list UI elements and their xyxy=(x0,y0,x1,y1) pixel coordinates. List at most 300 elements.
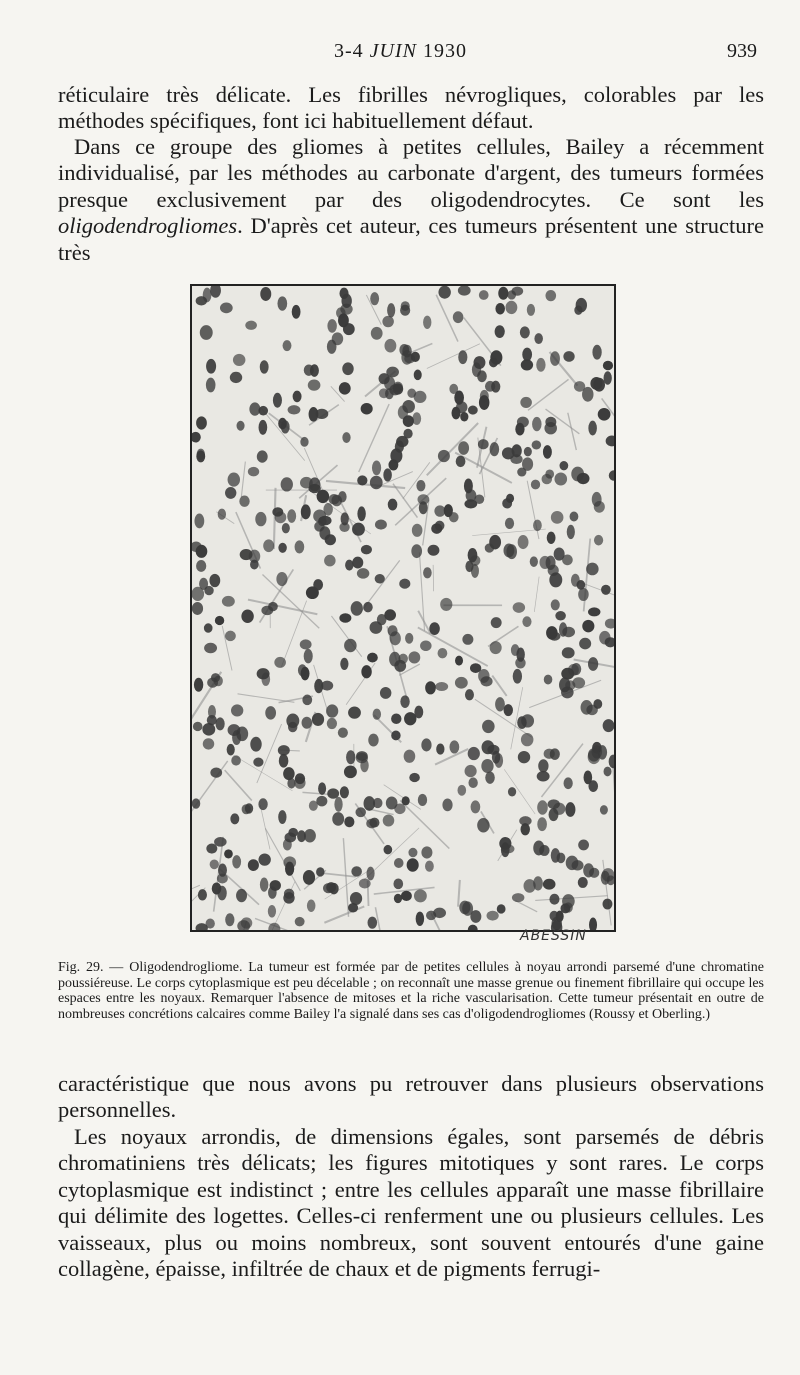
cell-nucleus xyxy=(324,555,335,567)
cell-nucleus xyxy=(394,858,404,868)
cell-nucleus xyxy=(309,407,319,422)
cell-nucleus xyxy=(455,677,468,689)
cell-nucleus xyxy=(261,606,273,615)
cell-nucleus xyxy=(505,518,514,529)
cell-nucleus xyxy=(512,444,522,457)
cell-nucleus xyxy=(495,303,505,314)
cell-nucleus xyxy=(537,771,550,781)
cell-nucleus xyxy=(504,543,515,557)
cell-nucleus xyxy=(409,651,421,663)
cell-nucleus xyxy=(204,623,213,632)
cell-nucleus xyxy=(588,750,600,764)
cell-nucleus xyxy=(326,704,338,717)
cell-nucleus xyxy=(383,468,392,481)
cell-nucleus xyxy=(332,812,344,826)
cell-nucleus xyxy=(504,704,513,716)
cell-nucleus xyxy=(566,856,579,870)
cell-nucleus xyxy=(408,848,417,857)
cell-nucleus xyxy=(515,657,525,668)
cell-nucleus xyxy=(533,520,542,532)
cell-nucleus xyxy=(278,543,286,553)
cell-nucleus xyxy=(435,521,445,531)
paragraph-2-start: Dans ce groupe des gliomes à petites cellules, Bailey a récemment individualisé, par les méthodes au carbonate d'argent, des tumeurs formées presque exclusivement par des oligodendrocytes. Ce sont les xyxy=(58,134,764,212)
cell-nucleus xyxy=(456,456,466,467)
cell-nucleus xyxy=(586,563,599,576)
cell-nucleus xyxy=(348,903,358,912)
cell-nucleus xyxy=(543,879,556,890)
cell-nucleus xyxy=(285,832,297,842)
cell-nucleus xyxy=(352,557,363,569)
cell-nucleus xyxy=(524,879,536,893)
cell-nucleus xyxy=(225,913,234,926)
histology-illustration xyxy=(190,284,616,932)
cell-nucleus xyxy=(409,773,420,782)
cell-nucleus xyxy=(462,901,473,916)
cell-nucleus xyxy=(532,417,541,431)
cell-nucleus xyxy=(355,807,365,817)
cell-nucleus xyxy=(241,917,252,928)
cell-nucleus xyxy=(327,788,339,798)
cell-nucleus xyxy=(215,616,224,625)
cell-nucleus xyxy=(268,905,276,918)
cell-nucleus xyxy=(530,556,538,567)
cell-nucleus xyxy=(468,777,477,788)
cell-nucleus xyxy=(407,388,416,397)
cell-nucleus xyxy=(551,599,560,610)
cell-nucleus xyxy=(522,457,533,471)
cell-nucleus xyxy=(352,523,365,536)
cell-nucleus xyxy=(520,326,530,338)
cell-nucleus xyxy=(318,782,326,794)
cell-nucleus xyxy=(407,858,419,871)
cell-nucleus xyxy=(230,372,242,383)
cell-nucleus xyxy=(560,461,569,470)
cell-nucleus xyxy=(436,743,444,754)
cell-nucleus xyxy=(465,765,477,777)
cell-nucleus xyxy=(490,442,500,456)
cell-nucleus xyxy=(402,796,410,805)
oligodendroglioma-drawing xyxy=(192,286,614,930)
cell-nucleus xyxy=(578,877,588,888)
paragraph-4: Les noyaux arrondis, de dimensions égales, sont parsemés de débris chromatiniens très délicats; les figures mitotiques y sont rares. Le corps cytoplasmique est indistinct ; entre les cellules apparaît une masse fibrillaire qui délimite des logettes. Celles-ci renferment une ou plusieurs cellules. Les vaisseaux, plus ou moins nombreux, sont souvent entourés d'une gaine collagène, épaisse, infiltrée de chaux et de pigments ferrugi- xyxy=(58,1124,764,1282)
cell-nucleus xyxy=(603,719,614,732)
cell-nucleus xyxy=(216,717,225,730)
cell-nucleus xyxy=(233,354,246,366)
cell-nucleus xyxy=(288,405,301,414)
cell-nucleus xyxy=(371,327,383,340)
cell-nucleus xyxy=(338,727,348,737)
running-head-prefix: 3-4 xyxy=(334,40,370,62)
cell-nucleus xyxy=(456,401,467,413)
cell-nucleus xyxy=(576,580,585,590)
cell-nucleus xyxy=(210,859,219,869)
cell-nucleus xyxy=(253,758,263,767)
cell-nucleus xyxy=(382,316,394,327)
cell-nucleus xyxy=(342,432,350,443)
cell-nucleus xyxy=(588,421,597,436)
cell-nucleus xyxy=(340,786,349,798)
cell-nucleus xyxy=(531,480,540,490)
illustrator-signature: ABESSIN xyxy=(520,928,587,944)
cell-nucleus xyxy=(359,879,371,889)
cell-nucleus xyxy=(225,487,236,499)
cell-nucleus xyxy=(276,572,287,586)
cell-nucleus xyxy=(411,544,422,558)
cell-nucleus xyxy=(602,868,614,882)
cell-nucleus xyxy=(361,545,372,554)
cell-nucleus xyxy=(257,668,270,679)
cell-nucleus xyxy=(455,656,463,666)
cell-nucleus xyxy=(207,715,217,725)
cell-nucleus xyxy=(303,870,315,885)
cell-nucleus xyxy=(274,657,286,668)
cell-nucleus xyxy=(225,631,236,641)
cell-nucleus xyxy=(388,499,398,511)
cell-nucleus xyxy=(478,669,489,683)
cell-nucleus xyxy=(250,737,261,752)
running-head-year: 1930 xyxy=(417,40,467,62)
cell-nucleus xyxy=(570,512,579,522)
cell-nucleus xyxy=(556,911,564,922)
cell-nucleus xyxy=(598,408,611,421)
figure-caption-label: Fig. 29. — xyxy=(58,960,124,975)
cell-nucleus xyxy=(513,669,522,684)
cell-nucleus xyxy=(564,777,573,789)
cell-nucleus xyxy=(485,772,495,784)
cell-nucleus xyxy=(203,288,212,303)
cell-nucleus xyxy=(487,911,499,921)
cell-nucleus xyxy=(438,648,448,658)
cell-nucleus xyxy=(281,477,293,491)
cell-nucleus xyxy=(367,653,378,663)
cell-nucleus xyxy=(423,567,432,578)
cell-nucleus xyxy=(370,476,383,489)
cell-nucleus xyxy=(364,796,376,811)
cell-nucleus xyxy=(263,539,274,552)
cell-nucleus xyxy=(368,917,378,929)
cell-nucleus xyxy=(224,849,233,858)
cell-nucleus xyxy=(478,439,489,449)
cell-nucleus xyxy=(479,395,490,410)
cell-nucleus xyxy=(250,560,259,570)
cell-nucleus xyxy=(582,620,594,632)
cell-nucleus xyxy=(401,891,412,901)
cell-nucleus xyxy=(294,777,305,789)
cell-nucleus xyxy=(332,332,343,345)
cell-nucleus xyxy=(300,477,313,489)
cell-nucleus xyxy=(206,843,217,853)
cell-nucleus xyxy=(490,641,502,654)
cell-nucleus xyxy=(453,311,464,323)
cell-nucleus xyxy=(255,512,266,526)
cell-nucleus xyxy=(350,892,362,905)
cell-nucleus xyxy=(209,574,220,587)
cell-nucleus xyxy=(548,799,560,809)
cell-nucleus xyxy=(284,889,294,899)
cell-nucleus xyxy=(544,749,555,759)
cell-nucleus xyxy=(420,640,432,651)
cell-nucleus xyxy=(298,664,307,676)
cell-nucleus xyxy=(547,532,556,544)
cell-nucleus xyxy=(502,844,515,853)
cell-nucleus xyxy=(416,480,425,491)
cell-nucleus xyxy=(218,864,227,877)
cell-nucleus xyxy=(513,602,525,613)
cell-nucleus xyxy=(283,856,296,868)
cell-nucleus xyxy=(370,621,383,634)
cell-nucleus xyxy=(498,287,508,300)
cell-nucleus xyxy=(196,560,206,572)
cell-nucleus xyxy=(338,491,346,502)
cell-nucleus xyxy=(307,899,316,912)
cell-nucleus xyxy=(373,709,381,720)
cell-nucleus xyxy=(316,796,327,807)
cell-nucleus xyxy=(318,517,327,526)
cell-nucleus xyxy=(458,441,469,455)
cell-nucleus xyxy=(520,397,532,408)
cell-nucleus xyxy=(593,378,605,392)
cell-nucleus xyxy=(351,866,362,876)
cell-nucleus xyxy=(283,767,295,780)
cell-nucleus xyxy=(273,393,282,408)
cell-nucleus xyxy=(368,734,378,747)
cell-nucleus xyxy=(317,490,330,503)
cell-nucleus xyxy=(287,778,295,789)
cell-nucleus xyxy=(544,675,553,685)
cell-nucleus xyxy=(192,798,200,808)
cell-nucleus xyxy=(345,560,353,571)
cell-nucleus xyxy=(348,707,361,719)
cell-nucleus xyxy=(214,837,227,847)
cell-nucleus xyxy=(515,423,524,436)
cell-nucleus xyxy=(522,348,532,362)
cell-nucleus xyxy=(554,472,567,485)
cell-nucleus xyxy=(312,713,324,726)
cell-nucleus xyxy=(508,787,516,796)
cell-nucleus xyxy=(449,384,458,394)
cell-nucleus xyxy=(494,753,503,768)
cell-nucleus xyxy=(344,816,354,827)
cell-nucleus xyxy=(231,755,241,765)
cell-nucleus xyxy=(521,714,534,727)
cell-nucleus xyxy=(468,406,478,415)
cell-nucleus xyxy=(384,609,396,620)
cell-nucleus xyxy=(288,722,297,733)
cell-nucleus xyxy=(414,706,423,719)
cell-nucleus xyxy=(465,561,473,572)
cell-nucleus xyxy=(538,759,548,772)
cell-nucleus xyxy=(414,889,427,902)
cell-nucleus xyxy=(551,511,564,524)
cell-nucleus xyxy=(236,889,247,902)
cell-nucleus xyxy=(343,323,355,335)
cell-nucleus xyxy=(248,859,259,871)
cell-nucleus xyxy=(518,535,529,549)
cell-nucleus xyxy=(196,416,207,429)
cell-nucleus xyxy=(279,754,289,768)
cell-nucleus xyxy=(394,894,402,903)
cell-nucleus xyxy=(313,579,323,590)
cell-nucleus xyxy=(533,840,544,855)
page-number: 939 xyxy=(727,40,757,62)
cell-nucleus xyxy=(357,475,367,485)
cell-nucleus xyxy=(555,611,566,621)
cell-nucleus xyxy=(412,412,421,425)
cell-nucleus xyxy=(232,855,241,868)
cell-nucleus xyxy=(604,371,612,384)
cell-nucleus xyxy=(412,524,423,537)
cell-nucleus xyxy=(457,785,466,796)
cell-nucleus xyxy=(360,759,368,772)
cell-nucleus xyxy=(393,878,403,889)
cell-nucleus xyxy=(230,813,239,824)
cell-nucleus xyxy=(559,677,570,692)
cell-nucleus xyxy=(537,800,548,815)
cell-nucleus xyxy=(414,370,422,381)
cell-nucleus xyxy=(588,607,600,616)
cell-nucleus xyxy=(584,771,593,785)
cell-nucleus xyxy=(384,845,393,854)
cell-nucleus xyxy=(482,720,495,733)
cell-nucleus xyxy=(194,678,203,692)
cell-nucleus xyxy=(600,805,608,815)
paragraph-2-term: oligodendrogliomes xyxy=(58,213,238,239)
cell-nucleus xyxy=(468,747,480,760)
cell-nucleus xyxy=(505,301,517,314)
cell-nucleus xyxy=(477,818,489,833)
cell-nucleus xyxy=(537,817,547,831)
cell-nucleus xyxy=(578,839,589,850)
cell-nucleus xyxy=(370,292,379,305)
cell-nucleus xyxy=(228,473,240,487)
cell-nucleus xyxy=(245,321,257,330)
cell-nucleus xyxy=(344,766,357,779)
cell-nucleus xyxy=(231,704,243,716)
cell-nucleus xyxy=(512,287,524,296)
page-header xyxy=(0,40,800,70)
cell-nucleus xyxy=(222,596,235,607)
cell-nucleus xyxy=(366,819,377,829)
cell-nucleus xyxy=(572,677,585,688)
cell-nucleus xyxy=(562,554,573,565)
cell-nucleus xyxy=(258,854,270,866)
cell-nucleus xyxy=(204,643,217,653)
cell-nucleus xyxy=(549,894,559,905)
cell-nucleus xyxy=(384,376,395,390)
cell-nucleus xyxy=(339,382,351,394)
cell-nucleus xyxy=(519,816,531,826)
cell-nucleus xyxy=(282,523,290,533)
cell-nucleus xyxy=(401,350,412,365)
cell-nucleus xyxy=(576,298,587,312)
cell-nucleus xyxy=(402,400,415,413)
cell-nucleus xyxy=(375,520,387,530)
cell-nucleus xyxy=(227,744,235,756)
cell-nucleus xyxy=(521,359,533,370)
cell-nucleus xyxy=(425,681,436,694)
cell-nucleus xyxy=(399,579,410,589)
cell-nucleus xyxy=(465,689,474,700)
cell-nucleus xyxy=(245,803,253,813)
cell-nucleus xyxy=(545,417,556,427)
cell-nucleus xyxy=(300,639,312,649)
paragraph-2 xyxy=(58,134,764,266)
cell-nucleus xyxy=(388,625,398,636)
cell-nucleus xyxy=(416,912,424,926)
cell-nucleus xyxy=(458,350,467,364)
cell-nucleus xyxy=(383,814,395,826)
cell-nucleus xyxy=(522,616,531,627)
cell-nucleus xyxy=(197,449,205,460)
cell-nucleus xyxy=(339,288,348,299)
cell-nucleus xyxy=(342,362,353,375)
cell-nucleus xyxy=(429,622,440,635)
cell-nucleus xyxy=(440,598,452,611)
cell-nucleus xyxy=(319,526,330,540)
cell-nucleus xyxy=(367,867,375,881)
cell-nucleus xyxy=(551,848,560,863)
cell-nucleus xyxy=(198,889,207,900)
figure-caption xyxy=(58,960,764,1022)
cell-nucleus xyxy=(232,730,241,745)
cell-nucleus xyxy=(438,450,450,462)
cell-nucleus xyxy=(220,303,233,314)
cell-nucleus xyxy=(363,602,373,612)
cell-nucleus xyxy=(549,808,559,821)
cell-nucleus xyxy=(602,899,612,910)
cell-nucleus xyxy=(472,362,481,377)
cell-nucleus xyxy=(361,665,371,678)
cell-nucleus xyxy=(281,420,290,433)
cell-nucleus xyxy=(356,751,368,761)
cell-nucleus xyxy=(404,750,416,763)
cell-nucleus xyxy=(604,767,612,777)
cell-nucleus xyxy=(442,799,452,812)
cell-nucleus xyxy=(449,512,459,522)
cell-nucleus xyxy=(562,627,575,637)
cell-nucleus xyxy=(310,364,319,377)
cell-nucleus xyxy=(449,740,459,753)
cell-nucleus xyxy=(497,904,506,913)
cell-nucleus xyxy=(506,494,514,503)
cell-nucleus xyxy=(326,882,336,892)
cell-nucleus xyxy=(491,617,502,628)
cell-nucleus xyxy=(532,440,542,449)
cell-nucleus xyxy=(207,678,218,688)
cell-nucleus xyxy=(542,474,553,484)
cell-nucleus xyxy=(304,649,313,664)
cell-nucleus xyxy=(260,878,268,892)
cell-nucleus xyxy=(466,489,477,502)
cell-nucleus xyxy=(257,450,268,462)
cell-nucleus xyxy=(327,319,337,333)
cell-nucleus xyxy=(194,514,204,529)
cell-nucleus xyxy=(433,908,446,918)
cell-nucleus xyxy=(357,506,365,521)
cell-nucleus xyxy=(206,378,216,393)
cell-nucleus xyxy=(578,588,589,601)
cell-nucleus xyxy=(203,738,214,749)
cell-nucleus xyxy=(248,467,259,476)
cell-nucleus xyxy=(581,700,593,715)
cell-nucleus xyxy=(239,496,249,507)
cell-nucleus xyxy=(241,610,253,623)
cell-nucleus xyxy=(361,403,373,414)
running-head xyxy=(334,40,467,63)
cell-nucleus xyxy=(588,657,598,671)
cell-nucleus xyxy=(460,412,468,422)
cell-nucleus xyxy=(384,339,396,353)
